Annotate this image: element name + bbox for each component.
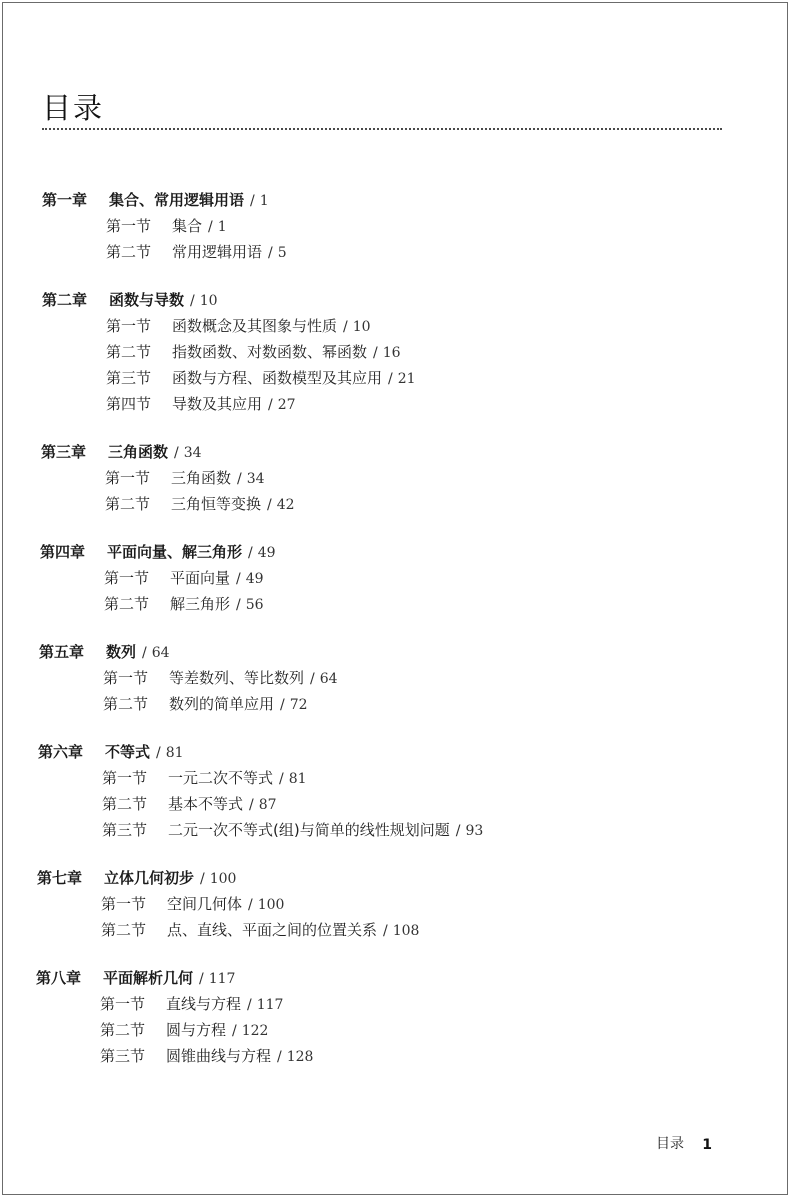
section-title: 圆锥曲线与方程	[166, 1047, 272, 1065]
section-title: 三角恒等变换	[171, 495, 262, 513]
section-number: 第四节	[106, 395, 152, 413]
page-separator: /	[237, 471, 242, 487]
chapter-page-number: 81	[165, 745, 184, 761]
section-entry[interactable]	[42, 313, 790, 339]
page-separator: /	[236, 597, 241, 613]
section-entry[interactable]	[38, 791, 790, 817]
section-page-number: 93	[465, 823, 484, 839]
footer-label: 目录	[656, 1136, 684, 1152]
section-title: 函数与方程、函数模型及其应用	[172, 369, 383, 387]
section-page-number: 42	[276, 497, 295, 513]
section-page-number: 1	[217, 219, 227, 235]
section-entry[interactable]	[40, 565, 790, 591]
section-number: 第二节	[105, 495, 151, 513]
section-title: 数列的简单应用	[169, 695, 275, 713]
chapter-page-number: 49	[257, 545, 276, 561]
section-page-number: 100	[257, 897, 285, 913]
section-number: 第二节	[103, 695, 149, 713]
chapter-block	[0, 865, 790, 943]
chapter-entry[interactable]	[36, 965, 790, 991]
page-separator: /	[268, 245, 273, 261]
table-of-contents	[0, 187, 790, 1091]
chapter-page-number: 10	[199, 293, 218, 309]
page-separator: /	[388, 371, 393, 387]
section-title: 一元二次不等式	[168, 769, 274, 787]
section-page-number: 64	[319, 671, 338, 687]
chapter-block	[0, 739, 790, 843]
section-title: 圆与方程	[166, 1021, 227, 1039]
section-number: 第一节	[106, 217, 152, 235]
section-entry[interactable]	[42, 339, 790, 365]
section-entry[interactable]	[39, 691, 790, 717]
section-entry[interactable]	[37, 917, 790, 943]
section-title: 直线与方程	[166, 995, 242, 1013]
chapter-title: 函数与导数	[109, 291, 185, 309]
page-separator: /	[267, 497, 272, 513]
page-separator: /	[236, 571, 241, 587]
chapter-entry[interactable]	[42, 187, 790, 213]
section-entry[interactable]	[36, 1043, 790, 1069]
page-separator: /	[277, 1049, 282, 1065]
chapter-number: 第三章	[41, 443, 87, 461]
chapter-page-number: 117	[208, 971, 236, 987]
section-page-number: 56	[245, 597, 264, 613]
section-number: 第一节	[102, 769, 148, 787]
chapter-title: 三角函数	[108, 443, 169, 461]
section-page-number: 81	[288, 771, 307, 787]
section-entry[interactable]	[41, 491, 790, 517]
chapter-title: 不等式	[105, 743, 151, 761]
page-separator: /	[208, 219, 213, 235]
chapter-number: 第六章	[38, 743, 84, 761]
chapter-number: 第五章	[39, 643, 85, 661]
chapter-title: 集合、常用逻辑用语	[109, 191, 245, 209]
chapter-title: 平面解析几何	[103, 969, 194, 987]
section-page-number: 21	[397, 371, 416, 387]
section-page-number: 108	[392, 923, 420, 939]
chapter-title: 平面向量、解三角形	[107, 543, 243, 561]
section-page-number: 49	[245, 571, 264, 587]
section-number: 第二节	[104, 595, 150, 613]
page-separator: /	[190, 293, 195, 309]
section-page-number: 34	[246, 471, 265, 487]
section-entry[interactable]	[41, 465, 790, 491]
page-separator: /	[383, 923, 388, 939]
chapter-number: 第二章	[42, 291, 88, 309]
section-number: 第二节	[100, 1021, 146, 1039]
section-title: 函数概念及其图象与性质	[172, 317, 338, 335]
page-separator: /	[247, 997, 252, 1013]
chapter-entry[interactable]	[39, 639, 790, 665]
section-entry[interactable]	[38, 817, 790, 843]
chapter-page-number: 64	[151, 645, 170, 661]
section-title: 三角函数	[171, 469, 232, 487]
chapter-title: 数列	[106, 643, 137, 661]
section-page-number: 10	[352, 319, 371, 335]
chapter-block	[0, 639, 790, 717]
page-separator: /	[200, 871, 205, 887]
chapter-number: 第一章	[42, 191, 88, 209]
chapter-number: 第七章	[37, 869, 83, 887]
section-title: 解三角形	[170, 595, 231, 613]
section-entry[interactable]	[42, 365, 790, 391]
section-number: 第一节	[105, 469, 151, 487]
section-title: 集合	[172, 217, 203, 235]
chapter-block	[0, 439, 790, 517]
section-entry[interactable]	[42, 213, 790, 239]
page-separator: /	[248, 897, 253, 913]
section-number: 第二节	[106, 343, 152, 361]
section-title: 指数函数、对数函数、幂函数	[172, 343, 368, 361]
section-title: 二元一次不等式(组)与简单的线性规划问题	[168, 821, 450, 839]
section-page-number: 27	[277, 397, 296, 413]
section-title: 点、直线、平面之间的位置关系	[167, 921, 378, 939]
page-separator: /	[455, 823, 461, 839]
section-number: 第一节	[104, 569, 150, 587]
section-number: 第三节	[102, 821, 148, 839]
section-entry[interactable]	[37, 891, 790, 917]
section-number: 第一节	[101, 895, 147, 913]
page-separator: /	[310, 671, 315, 687]
page-separator: /	[280, 697, 285, 713]
page-separator: /	[250, 193, 255, 209]
page-separator: /	[232, 1023, 237, 1039]
section-title: 导数及其应用	[172, 395, 263, 413]
page-separator: /	[174, 445, 179, 461]
section-page-number: 128	[286, 1049, 314, 1065]
section-title: 平面向量	[170, 569, 231, 587]
footer-page-number: 1	[702, 1137, 712, 1153]
chapter-entry[interactable]	[40, 539, 790, 565]
section-number: 第二节	[106, 243, 152, 261]
section-title: 常用逻辑用语	[172, 243, 263, 261]
section-page-number: 72	[289, 697, 308, 713]
section-entry[interactable]	[38, 765, 790, 791]
chapter-entry[interactable]	[37, 865, 790, 891]
chapter-title: 立体几何初步	[104, 869, 195, 887]
chapter-page-number: 100	[209, 871, 237, 887]
page-separator: /	[249, 797, 254, 813]
page-separator: /	[373, 345, 378, 361]
title-dotted-rule	[42, 128, 722, 130]
section-entry[interactable]	[40, 591, 790, 617]
chapter-block	[0, 287, 790, 417]
section-title: 基本不等式	[168, 795, 244, 813]
section-entry[interactable]	[36, 1017, 790, 1043]
chapter-block	[0, 965, 790, 1069]
section-number: 第二节	[101, 921, 147, 939]
page-separator: /	[156, 745, 161, 761]
chapter-block	[0, 539, 790, 617]
chapter-page-number: 34	[183, 445, 202, 461]
section-entry[interactable]	[36, 991, 790, 1017]
section-title: 空间几何体	[167, 895, 243, 913]
chapter-block	[0, 187, 790, 265]
section-number: 第二节	[102, 795, 148, 813]
section-page-number: 5	[277, 245, 287, 261]
chapter-page-number: 1	[259, 193, 269, 209]
section-page-number: 117	[256, 997, 284, 1013]
section-title: 等差数列、等比数列	[169, 669, 305, 687]
page-separator: /	[279, 771, 284, 787]
chapter-entry[interactable]	[42, 287, 790, 313]
page-separator: /	[199, 971, 204, 987]
section-number: 第三节	[106, 369, 152, 387]
chapter-entry[interactable]	[41, 439, 790, 465]
page-separator: /	[268, 397, 273, 413]
section-number: 第一节	[103, 669, 149, 687]
section-number: 第一节	[100, 995, 146, 1013]
section-entry[interactable]	[42, 239, 790, 265]
section-entry[interactable]	[42, 391, 790, 417]
section-entry[interactable]	[39, 665, 790, 691]
chapter-number: 第四章	[40, 543, 86, 561]
page-separator: /	[343, 319, 348, 335]
page-title: 目录	[42, 91, 105, 125]
section-page-number: 122	[241, 1023, 269, 1039]
page-separator: /	[142, 645, 147, 661]
section-number: 第三节	[100, 1047, 146, 1065]
chapter-number: 第八章	[36, 969, 82, 987]
section-number: 第一节	[106, 317, 152, 335]
section-page-number: 87	[258, 797, 277, 813]
section-page-number: 16	[382, 345, 401, 361]
chapter-entry[interactable]	[38, 739, 790, 765]
page-separator: /	[248, 545, 253, 561]
